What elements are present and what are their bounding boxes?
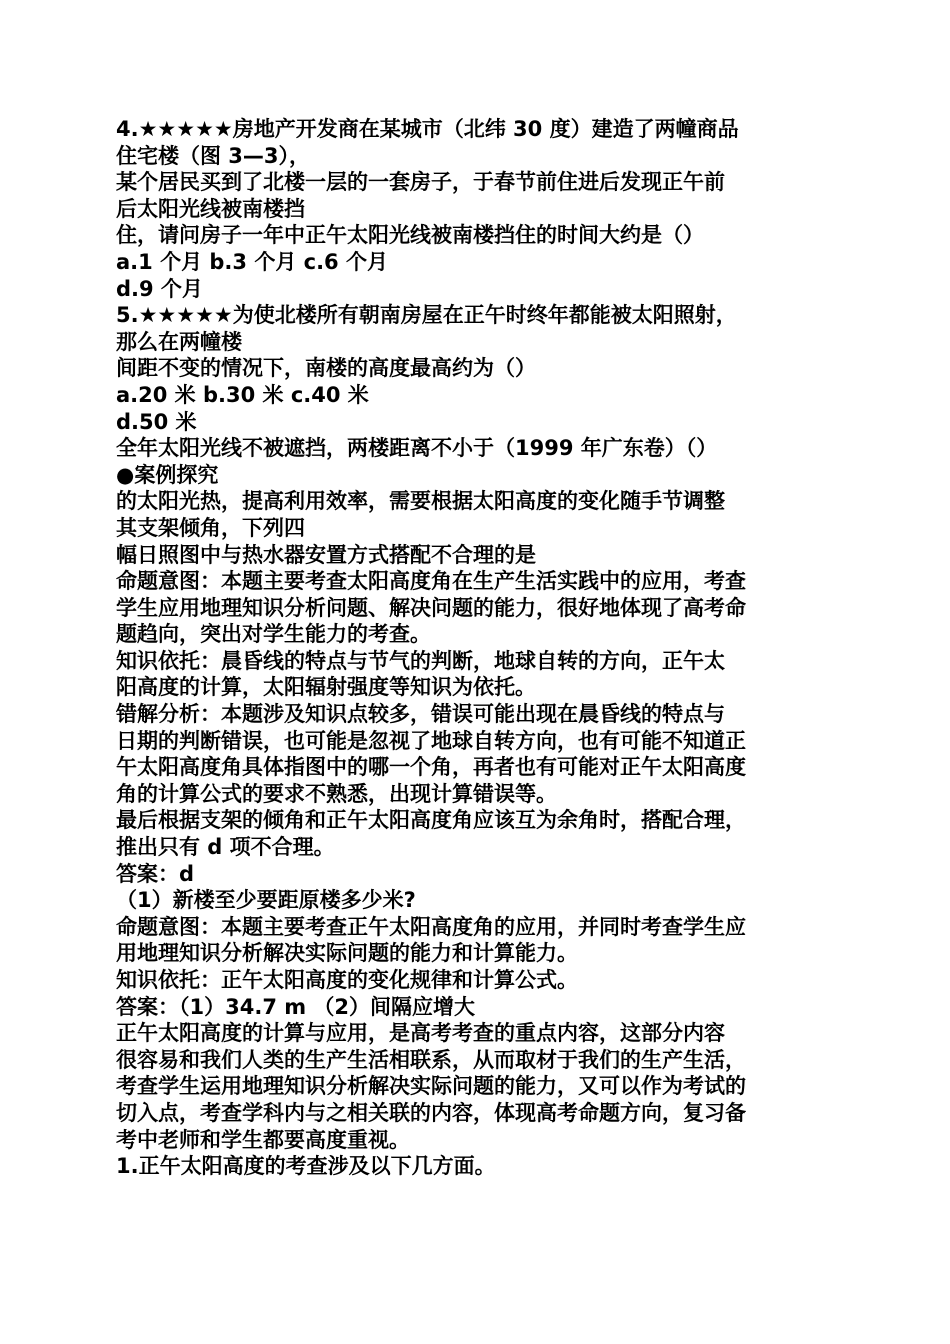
text-line: （1）新楼至少要距原楼多少米?: [116, 888, 416, 913]
text-line: 幅日照图中与热水器安置方式搭配不合理的是: [116, 542, 536, 567]
text-line: 住宅楼（图 3—3），: [116, 143, 311, 168]
text-line: 日期的判断错误，也可能是忽视了地球自转方向，也有可能不知道正: [116, 728, 746, 753]
text-line: 切入点，考查学科内与之相关联的内容，体现高考命题方向，复习备: [116, 1100, 746, 1125]
text-line: 5.★★★★★为使北楼所有朝南房屋在正午时终年都能被太阳照射，: [116, 303, 737, 328]
text-line: 的太阳光热，提高利用效率，需要根据太阳高度的变化随手节调整: [116, 489, 725, 514]
text-line: 考中老师和学生都要高度重视。: [116, 1127, 410, 1152]
text-line: 学生应用地理知识分析问题、解决问题的能力，很好地体现了高考命: [116, 595, 746, 620]
text-line: 某个居民买到了北楼一层的一套房子，于春节前住进后发现正午前: [116, 170, 725, 195]
text-line: 午太阳高度角具体指图中的哪一个角，再者也有可能对正午太阳高度: [116, 755, 746, 780]
text-line: a.1 个月 b.3 个月 c.6 个月: [116, 249, 388, 274]
text-line: 1.正午太阳高度的考查涉及以下几方面。: [116, 1154, 496, 1179]
text-line: 那么在两幢楼: [116, 329, 242, 354]
text-line: 角的计算公式的要求不熟悉，出现计算错误等。: [116, 781, 557, 806]
text-line: 间距不变的情况下，南楼的高度最高约为（）: [116, 356, 536, 381]
text-line: 4.★★★★★房地产开发商在某城市（北纬 30 度）建造了两幢商品: [116, 117, 739, 141]
text-line: 全年太阳光线不被遮挡，两楼距离不小于（1999 年广东卷）（）: [116, 436, 718, 461]
text-line: 住，请问房子一年中正午太阳光线被南楼挡住的时间大约是（）: [116, 223, 704, 248]
text-line: 最后根据支架的倾角和正午太阳高度角应该互为余角时，搭配合理，: [116, 808, 746, 833]
text-line: 错解分析：本题涉及知识点较多，错误可能出现在晨昏线的特点与: [116, 702, 725, 727]
text-line: 知识依托：晨昏线的特点与节气的判断，地球自转的方向，正午太: [116, 648, 725, 673]
text-line: 阳高度的计算，太阳辐射强度等知识为依托。: [116, 675, 536, 700]
document-page: [116, 116, 836, 1180]
text-line: 题趋向，突出对学生能力的考查。: [116, 622, 431, 647]
text-line: 考查学生运用地理知识分析解决实际问题的能力，又可以作为考试的: [116, 1074, 746, 1099]
text-line: 其支架倾角，下列四: [116, 515, 305, 540]
text-line: 用地理知识分析解决实际问题的能力和计算能力。: [116, 941, 578, 966]
text-line: 正午太阳高度的计算与应用，是高考考查的重点内容，这部分内容: [116, 1021, 725, 1046]
text-line: ●案例探究: [116, 462, 219, 487]
text-line: 命题意图：本题主要考查正午太阳高度角的应用，并同时考查学生应: [116, 914, 746, 939]
text-line: 很容易和我们人类的生产生活相联系，从而取材于我们的生产生活，: [116, 1047, 746, 1072]
text-line: 答案：（1）34.7 m （2）间隔应增大: [116, 994, 476, 1019]
text-line: d.9 个月: [116, 276, 203, 301]
text-line: 推出只有 d 项不合理。: [116, 835, 335, 860]
text-line: 知识依托：正午太阳高度的变化规律和计算公式。: [116, 968, 578, 992]
text-line: 命题意图：本题主要考查太阳高度角在生产生活实践中的应用，考查: [116, 569, 746, 594]
text-line: 后太阳光线被南楼挡: [116, 196, 305, 221]
text-line: 答案：d: [116, 861, 195, 886]
text-line: a.20 米 b.30 米 c.40 米: [116, 382, 369, 407]
text-line: d.50 米: [116, 409, 197, 434]
